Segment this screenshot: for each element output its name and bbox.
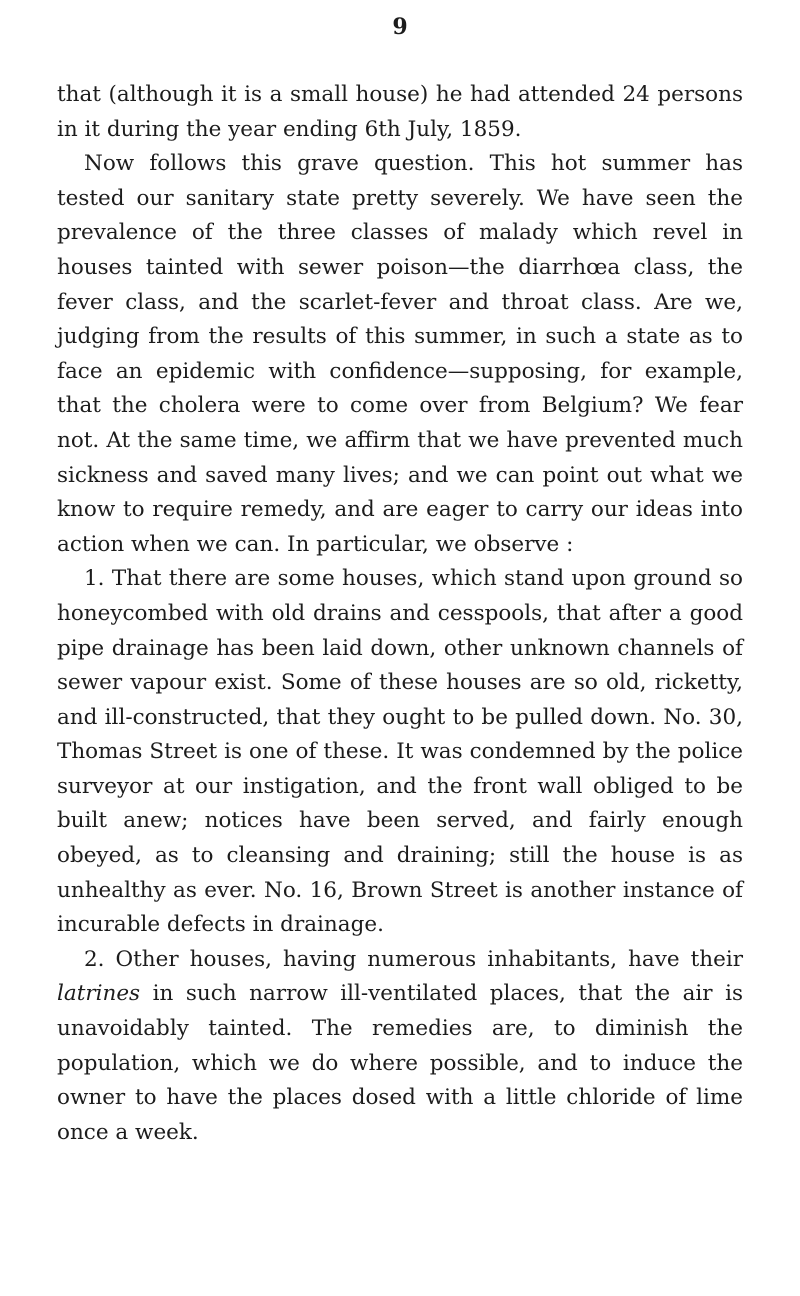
page-number: 9: [392, 14, 408, 40]
body-text: [57, 78, 743, 1150]
latrines-emphasis: latrines: [57, 981, 141, 1007]
item-2-text-start: 2. Other houses, having numerous inhabitants, have their: [84, 946, 743, 972]
paragraph-item-1: 1. That there are some houses, which stand upon ground so honeycombed with old drains and cesspools, that after a good pipe drainage has been laid down, other unknown channels of sewer vapour exist. Some of these houses are so old, ricketty, and ill-constructed, that they ought to be pulled down. No. 30, Thomas Street is one of these. It was condemned by the police surveyor at our instigation, and the front wall obliged to be built anew; notices have been served, and fairly enough obeyed, as to cleansing and draining; still the house is as unhealthy as ever. No. 16, Brown Street is another instance of incurable defects in drainage.: [57, 566, 743, 938]
paragraph-grave-question: Now follows this grave question. This hot summer has tested our sanitary state pretty severely. We have seen the prevalence of the three classes of malady which revel in houses tainted with sewer poison—the diarrhœa class, the fever class, and the scarlet-fever and throat class. Are we, judging from the results of this summer, in such a state as to face an epidemic with confidence—supposing, for example, that the cholera were to come over from Belgium? We fear not. At the same time, we affirm that we have prevented much sickness and saved many lives; and we can point out what we know to require remedy, and are eager to carry our ideas into action when we can. In particular, we observe :: [57, 151, 743, 557]
paragraph-continuation: that (although it is a small house) he had attended 24 persons in it during the year ending 6th July, 1859.: [57, 82, 743, 142]
item-2-text-end: in such narrow ill-ventilated places, that the air is unavoidably tainted. The remedies are, to diminish the population, which we do where possible, and to induce the owner to have the places dosed with a little chloride of lime once a week.: [57, 981, 743, 1145]
paragraph-item-2: [57, 943, 743, 1151]
